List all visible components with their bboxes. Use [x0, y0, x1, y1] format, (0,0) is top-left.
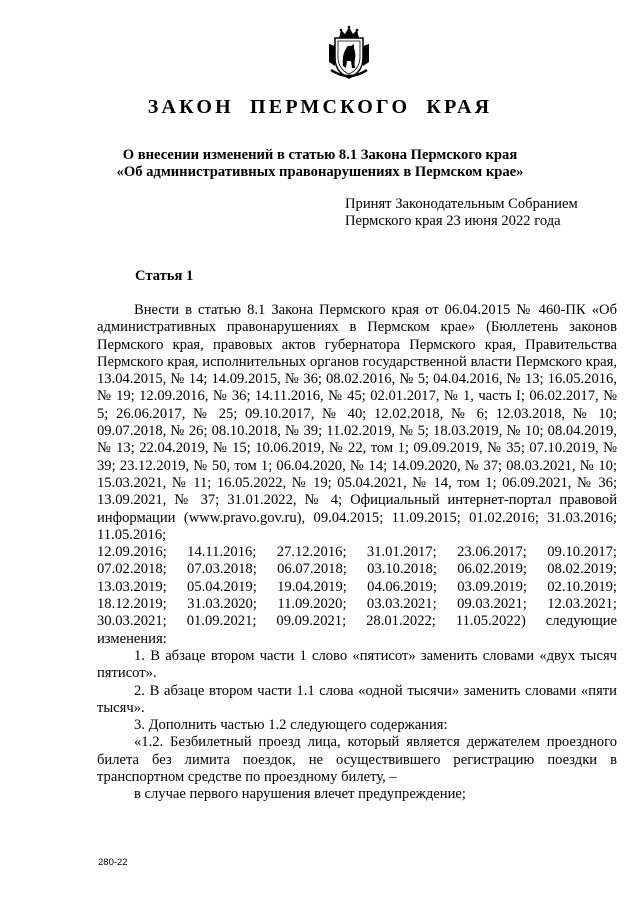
date-entry: 12.09.2016;	[97, 544, 167, 561]
date-row	[97, 579, 617, 596]
change-item-3-consequence: в случае первого нарушения влечет предупреждение;	[134, 786, 466, 803]
date-row	[97, 544, 617, 561]
date-entry: 12.03.2021;	[547, 596, 617, 613]
article-body	[97, 302, 617, 804]
document-code: 280-22	[98, 857, 128, 868]
date-entry: 09.03.2021;	[457, 596, 527, 613]
date-entry: 19.04.2019;	[277, 578, 347, 595]
date-entry: 27.12.2016;	[276, 544, 347, 561]
subtitle-line-1: О внесении изменений в статью 8.1 Закона Пермского края	[122, 147, 518, 163]
adoption-line-1: Принят Законодательным Собранием	[345, 196, 578, 212]
date-entry: 13.03.2019;	[97, 578, 167, 595]
date-row	[97, 596, 617, 613]
date-entry: 09.10.2017;	[547, 544, 617, 561]
date-entry: 18.12.2019;	[97, 596, 167, 613]
date-entry: 31.01.2017;	[366, 544, 437, 561]
change-item-3: 3. Дополнить частью 1.2 следующего содержания:	[134, 717, 448, 734]
date-entry: 31.03.2020;	[187, 596, 257, 613]
date-entry: 08.02.2019;	[547, 561, 617, 578]
date-entry: 03.10.2018;	[367, 561, 437, 578]
subtitle-line-2: «Об административных правонарушениях в Пермском крае»	[116, 164, 524, 180]
date-entry: 01.09.2021;	[186, 613, 257, 630]
publication-dates-block	[97, 544, 617, 630]
date-entry: следующие	[545, 613, 617, 630]
date-row	[97, 561, 617, 578]
date-entry: 06.02.2019;	[457, 561, 527, 578]
change-item-3-quote: «1.2. Безбилетный проезд лица, который является держателем проездного билета без лимита поездок, не осуществившего регистрацию поездки в транспортном средстве по проездному билету, –	[97, 734, 617, 786]
date-entry: 02.10.2019;	[547, 578, 617, 595]
changes-word: изменения:	[97, 630, 167, 647]
date-entry: 11.09.2020;	[277, 596, 347, 613]
date-entry: 05.04.2019;	[187, 578, 257, 595]
document-title: ЗАКОН ПЕРМСКОГО КРАЯ	[147, 96, 493, 118]
date-entry: 30.03.2021;	[97, 613, 167, 630]
date-entry: 14.11.2016;	[187, 544, 257, 561]
adoption-line-2: Пермского края 23 июня 2022 года	[345, 213, 561, 229]
article-intro-paragraph: Внести в статью 8.1 Закона Пермского края от 06.04.2015 № 460-ПК «Об административных правонарушениях в Пермском крае» (Бюллетень законов Пермского края, правовых актов губернатора Пермского края, Правительства Пермского края, исполнительных органов государственной власти Пермского края, 13.04.2015, № 14; 14.09.2015, № 36; 08.02.2016, № 5; 04.04.2016, № 13; 16.05.2016, № 19; 12.09.2016, № 36; 14.11.2016, № 45; 02.01.2017, № 1, часть I; 06.02.2017, № 5; 26.06.2017, № 25; 09.10.2017, № 40; 12.02.2018, № 6; 12.03.2018, № 10; 09.07.2018, № 26; 08.10.2018, № 39; 11.02.2019, № 5; 18.03.2019, № 10; 08.04.2019, № 13; 22.04.2019, № 15; 10.06.2019, № 22, том 1; 09.09.2019, № 35; 07.10.2019, № 39; 23.12.2019, № 50, том 1; 06.04.2020, № 14; 14.09.2020, № 37; 08.03.2021, № 10; 15.03.2021, № 11; 16.05.2022, № 19; 05.04.2021, № 14, том 1; 06.09.2021, № 36; 13.09.2021, № 37; 31.01.2022, № 4; Официальный интернет-портал правовой информации (www.pravo.gov.ru), 09.04.2015; 11.09.2015; 01.02.2016; 31.03.2016; 11.05.2016;	[97, 302, 617, 543]
date-entry: 04.06.2019;	[367, 578, 437, 595]
date-entry: 07.02.2018;	[97, 561, 167, 578]
date-entry: 11.05.2022)	[455, 613, 526, 630]
change-item-2: 2. В абзаце втором части 1.1 слова «одной тысячи» заменить словами «пяти тысяч».	[97, 682, 617, 716]
date-entry: 09.09.2021;	[276, 613, 347, 630]
article-heading: Статья 1	[135, 268, 194, 284]
date-entry: 06.07.2018;	[277, 561, 347, 578]
change-item-1: 1. В абзаце втором части 1 слово «пятисот» заменить словами «двух тысяч пятисот».	[97, 647, 617, 682]
date-entry: 07.03.2018;	[187, 561, 257, 578]
date-entry: 03.03.2021;	[366, 596, 437, 613]
date-entry: 28.01.2022;	[366, 613, 436, 630]
adoption-note	[345, 196, 625, 230]
date-row	[97, 613, 617, 630]
date-entry: 23.06.2017;	[457, 544, 527, 561]
coat-of-arms-emblem	[327, 24, 371, 80]
date-entry: 03.09.2019;	[457, 578, 527, 595]
document-subtitle	[0, 147, 640, 181]
